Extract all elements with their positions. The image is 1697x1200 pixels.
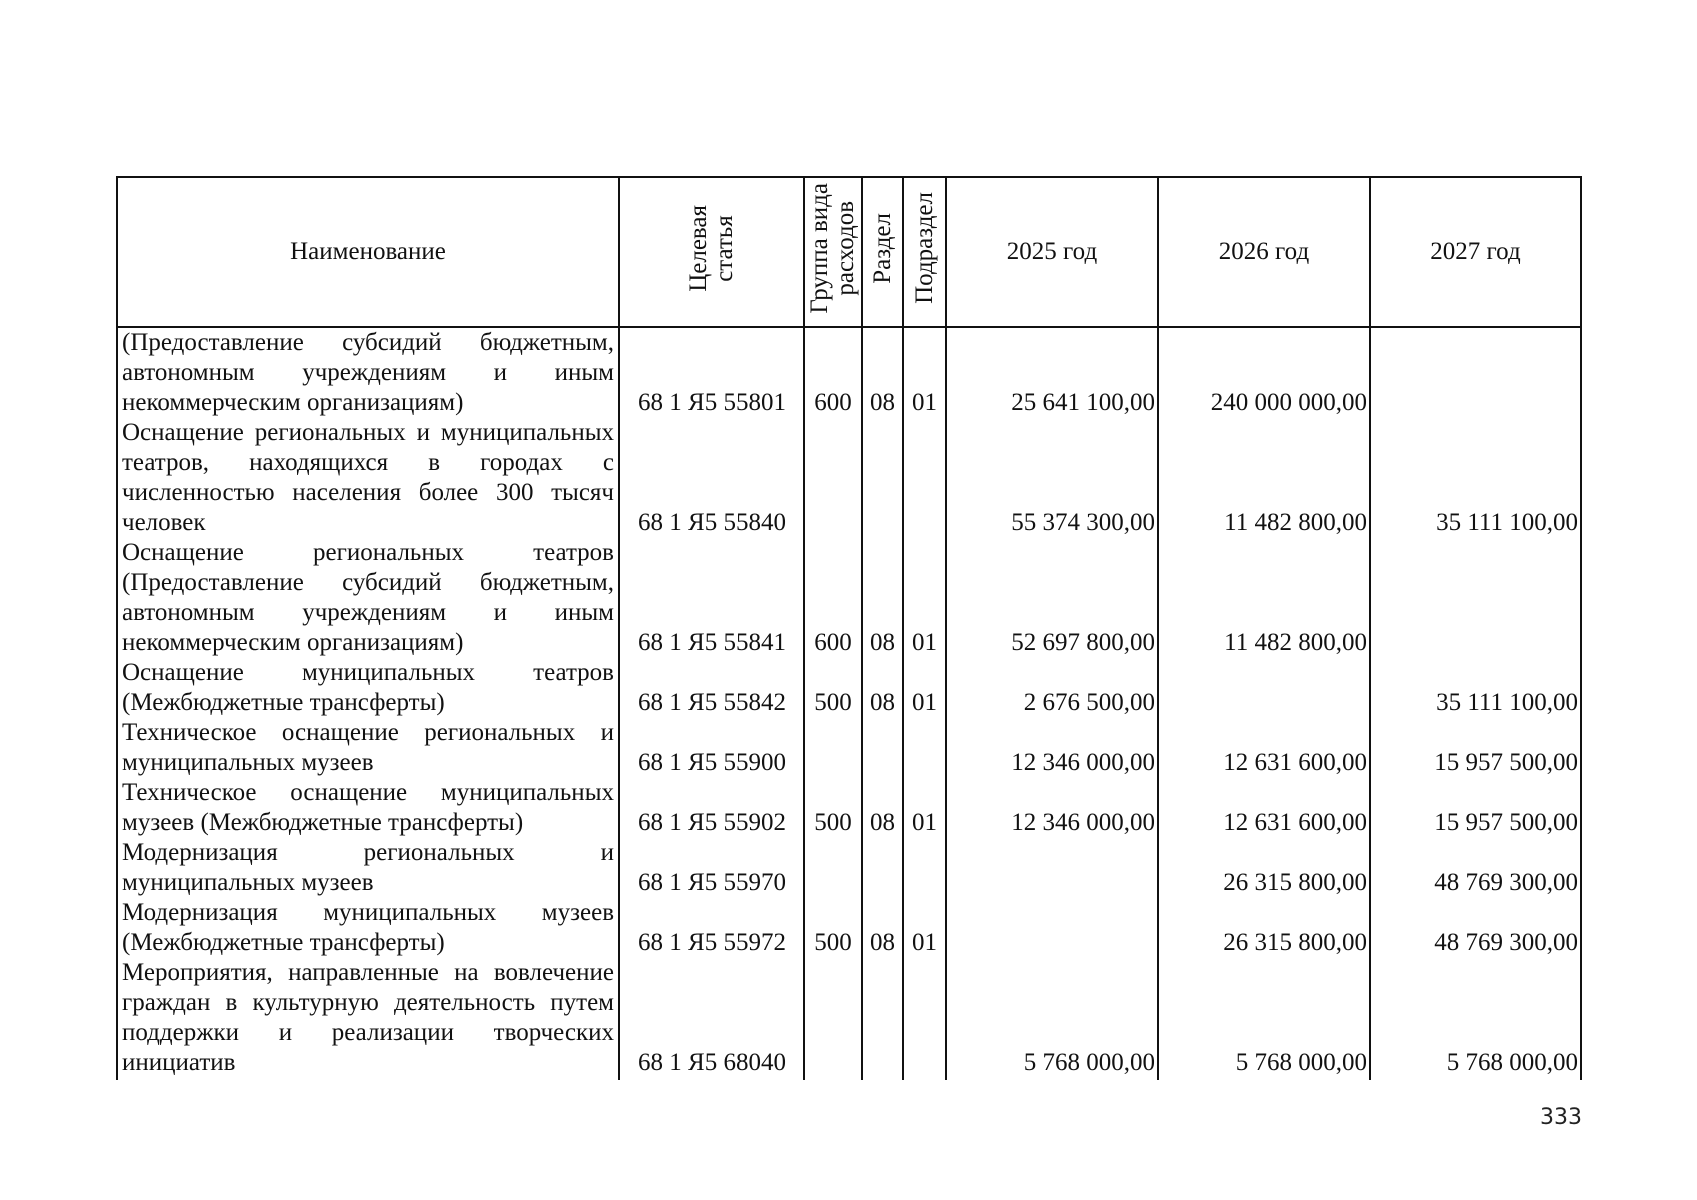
table-row — [117, 898, 1581, 958]
row-name: Техническое оснащение муниципальных музеев (Межбюджетные трансферты) — [117, 778, 619, 838]
table-row — [117, 327, 1581, 418]
row-amount-2025: 2 676 500,00 — [946, 658, 1158, 718]
row-amount-2025: 5 768 000,00 — [946, 958, 1158, 1080]
header-name: Наименование — [117, 177, 619, 327]
row-subsection: 01 — [903, 778, 946, 838]
row-target-code: 68 1 Я5 55902 — [619, 778, 804, 838]
table-row — [117, 418, 1581, 538]
row-section: 08 — [862, 538, 903, 658]
row-amount-2027: 15 957 500,00 — [1370, 778, 1581, 838]
table-row — [117, 958, 1581, 1080]
row-name: Оснащение муниципальных театров (Межбюджетные трансферты) — [117, 658, 619, 718]
row-name: Оснащение региональных и муниципальных театров, находящихся в городах с численностью населения более 300 тысяч человек — [117, 418, 619, 538]
row-name: (Предоставление субсидий бюджетным, автономным учреждениям и иным некоммерческим организациям) — [117, 327, 619, 418]
row-amount-2026: 26 315 800,00 — [1158, 838, 1370, 898]
row-amount-2025: 55 374 300,00 — [946, 418, 1158, 538]
row-subsection — [903, 838, 946, 898]
row-expense-group — [804, 418, 862, 538]
row-amount-2027: 48 769 300,00 — [1370, 898, 1581, 958]
row-section — [862, 838, 903, 898]
row-expense-group: 600 — [804, 538, 862, 658]
table-row — [117, 538, 1581, 658]
page-number: 333 — [1540, 1105, 1582, 1130]
row-expense-group: 500 — [804, 898, 862, 958]
row-subsection: 01 — [903, 898, 946, 958]
row-subsection — [903, 718, 946, 778]
row-amount-2025 — [946, 838, 1158, 898]
row-amount-2027: 35 111 100,00 — [1370, 418, 1581, 538]
table-body — [117, 327, 1581, 1080]
header-subsection: Подраздел — [903, 177, 946, 327]
row-expense-group — [804, 838, 862, 898]
row-section — [862, 958, 903, 1080]
row-target-code: 68 1 Я5 55972 — [619, 898, 804, 958]
row-amount-2025 — [946, 898, 1158, 958]
row-name: Модернизация муниципальных музеев (Межбюджетные трансферты) — [117, 898, 619, 958]
row-amount-2027: 15 957 500,00 — [1370, 718, 1581, 778]
row-amount-2026: 12 631 600,00 — [1158, 778, 1370, 838]
row-amount-2027: 5 768 000,00 — [1370, 958, 1581, 1080]
row-amount-2026: 11 482 800,00 — [1158, 418, 1370, 538]
row-amount-2027: 48 769 300,00 — [1370, 838, 1581, 898]
row-amount-2027 — [1370, 538, 1581, 658]
row-amount-2025: 52 697 800,00 — [946, 538, 1158, 658]
row-amount-2025: 12 346 000,00 — [946, 778, 1158, 838]
row-target-code: 68 1 Я5 55840 — [619, 418, 804, 538]
row-amount-2026: 11 482 800,00 — [1158, 538, 1370, 658]
row-expense-group: 500 — [804, 658, 862, 718]
row-section: 08 — [862, 327, 903, 418]
row-expense-group: 600 — [804, 327, 862, 418]
row-amount-2027 — [1370, 327, 1581, 418]
row-name: Модернизация региональных и муниципальных музеев — [117, 838, 619, 898]
row-amount-2026: 12 631 600,00 — [1158, 718, 1370, 778]
row-target-code: 68 1 Я5 55801 — [619, 327, 804, 418]
row-subsection: 01 — [903, 538, 946, 658]
header-section: Раздел — [862, 177, 903, 327]
row-subsection: 01 — [903, 327, 946, 418]
row-amount-2025: 25 641 100,00 — [946, 327, 1158, 418]
row-expense-group: 500 — [804, 778, 862, 838]
row-section — [862, 718, 903, 778]
row-section: 08 — [862, 658, 903, 718]
header-2026: 2026 год — [1158, 177, 1370, 327]
row-name: Оснащение региональных театров (Предоставление субсидий бюджетным, автономным учреждениям и иным некоммерческим организациям) — [117, 538, 619, 658]
row-expense-group — [804, 958, 862, 1080]
row-amount-2026: 240 000 000,00 — [1158, 327, 1370, 418]
row-amount-2026: 26 315 800,00 — [1158, 898, 1370, 958]
header-code: Целевая статья — [619, 177, 804, 327]
row-name: Мероприятия, направленные на вовлечение граждан в культурную деятельность путем поддержки и реализации творческих инициатив — [117, 958, 619, 1080]
row-section: 08 — [862, 778, 903, 838]
row-target-code: 68 1 Я5 68040 — [619, 958, 804, 1080]
row-expense-group — [804, 718, 862, 778]
row-amount-2027: 35 111 100,00 — [1370, 658, 1581, 718]
table-row — [117, 718, 1581, 778]
table-row — [117, 778, 1581, 838]
row-amount-2025: 12 346 000,00 — [946, 718, 1158, 778]
row-subsection — [903, 418, 946, 538]
row-target-code: 68 1 Я5 55900 — [619, 718, 804, 778]
row-target-code: 68 1 Я5 55841 — [619, 538, 804, 658]
row-subsection: 01 — [903, 658, 946, 718]
row-amount-2026 — [1158, 658, 1370, 718]
budget-table — [116, 176, 1582, 1080]
row-section — [862, 418, 903, 538]
header-2025: 2025 год — [946, 177, 1158, 327]
table-row — [117, 838, 1581, 898]
row-amount-2026: 5 768 000,00 — [1158, 958, 1370, 1080]
row-name: Техническое оснащение региональных и муниципальных музеев — [117, 718, 619, 778]
row-section: 08 — [862, 898, 903, 958]
table-header — [117, 177, 1581, 327]
row-subsection — [903, 958, 946, 1080]
header-2027: 2027 год — [1370, 177, 1581, 327]
header-group: Группа вида расходов — [804, 177, 862, 327]
row-target-code: 68 1 Я5 55970 — [619, 838, 804, 898]
row-target-code: 68 1 Я5 55842 — [619, 658, 804, 718]
table-row — [117, 658, 1581, 718]
